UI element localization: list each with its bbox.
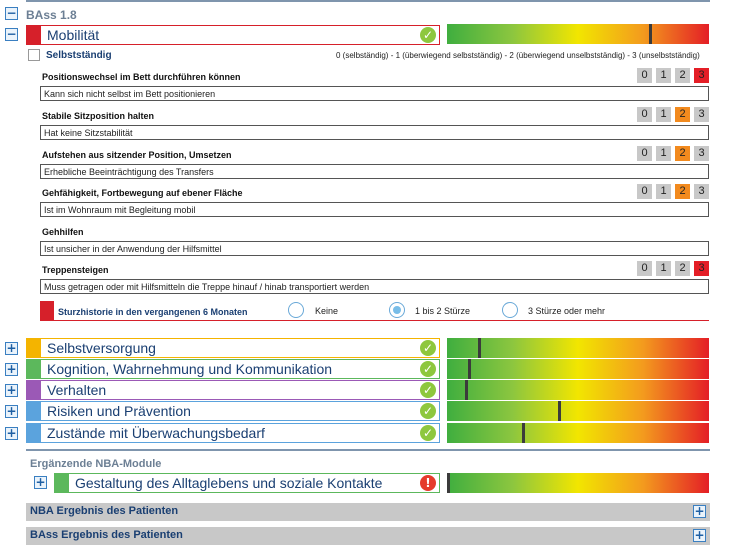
sturz-label: Sturzhistorie in den vergangenen 6 Monaten bbox=[58, 307, 248, 317]
check-icon: ✓ bbox=[420, 27, 436, 43]
section-label: Kognition, Wahrnehmung und Kommunikation bbox=[47, 361, 333, 377]
score-option-0[interactable]: 0 bbox=[637, 146, 652, 161]
sturz-option-label: Keine bbox=[315, 306, 339, 316]
ergaenzend-divider bbox=[26, 449, 710, 451]
page-title: BAss 1.8 bbox=[26, 8, 77, 22]
expand-section-icon[interactable]: + bbox=[6, 383, 17, 397]
section-color-swatch bbox=[27, 423, 41, 443]
item-value-field[interactable]: Erhebliche Beeinträchtigung des Transfers bbox=[40, 164, 709, 179]
section-label: Mobilität bbox=[47, 27, 100, 43]
item-label: Gehhilfen bbox=[42, 227, 84, 237]
collapse-mobility-icon[interactable]: − bbox=[6, 27, 17, 41]
score-option-3[interactable]: 3 bbox=[694, 146, 709, 161]
sturz-option-label: 1 bis 2 Stürze bbox=[415, 306, 471, 316]
item-label: Treppensteigen bbox=[42, 265, 109, 275]
section-label: Zustände mit Überwachungsbedarf bbox=[47, 425, 265, 441]
section-color-swatch bbox=[27, 25, 41, 45]
top-divider bbox=[26, 0, 710, 2]
selbststaendig-checkbox[interactable] bbox=[28, 49, 40, 61]
score-option-3[interactable]: 3 bbox=[694, 107, 709, 122]
expand-nba-icon[interactable]: + bbox=[694, 504, 705, 518]
section-score-bar bbox=[447, 423, 709, 443]
section-label: Risiken und Prävention bbox=[47, 403, 191, 419]
check-icon: ✓ bbox=[420, 403, 436, 419]
check-icon: ✓ bbox=[420, 340, 436, 356]
score-marker bbox=[649, 24, 652, 44]
section-color-swatch bbox=[27, 338, 41, 358]
section-color-swatch bbox=[27, 359, 41, 379]
check-icon: ✓ bbox=[420, 382, 436, 398]
section-label: Gestaltung des Alltaglebens und soziale Kontakte bbox=[75, 475, 383, 491]
item-label: Stabile Sitzposition halten bbox=[42, 111, 155, 121]
section-2[interactable] bbox=[26, 359, 440, 379]
nba-result-label: NBA Ergebnis des Patienten bbox=[30, 505, 179, 517]
item-label: Aufstehen aus sitzender Position, Umsetzen bbox=[42, 150, 232, 160]
nba-result-bar[interactable] bbox=[26, 503, 710, 521]
section-4[interactable] bbox=[26, 401, 440, 421]
sturz-radio-3-plus[interactable] bbox=[502, 302, 518, 318]
score-option-2[interactable]: 2 bbox=[675, 107, 690, 122]
expand-bass-result-icon[interactable]: + bbox=[694, 528, 705, 542]
score-selector bbox=[637, 146, 711, 161]
score-marker bbox=[468, 359, 471, 379]
expand-section-icon[interactable]: + bbox=[6, 341, 17, 355]
item-label: Positionswechsel im Bett durchführen können bbox=[42, 72, 241, 82]
score-marker bbox=[478, 338, 481, 358]
collapse-bass-icon[interactable]: − bbox=[6, 6, 17, 20]
score-marker bbox=[522, 423, 525, 443]
score-selector bbox=[637, 184, 711, 199]
score-marker bbox=[447, 473, 450, 493]
gestaltung-score-bar bbox=[447, 473, 709, 493]
score-selector bbox=[637, 68, 711, 83]
bass-result-bar[interactable] bbox=[26, 527, 710, 545]
section-gestaltung[interactable] bbox=[54, 473, 440, 493]
score-option-2[interactable]: 2 bbox=[675, 68, 690, 83]
score-selector bbox=[637, 261, 711, 276]
sturz-radio-1-2[interactable] bbox=[389, 302, 405, 318]
score-marker bbox=[558, 401, 561, 421]
score-option-2[interactable]: 2 bbox=[675, 184, 690, 199]
item-value-field[interactable]: Muss getragen oder mit Hilfsmitteln die Treppe hinauf / hinab transportiert werden bbox=[40, 279, 709, 294]
section-label: Verhalten bbox=[47, 382, 107, 398]
sturz-underline bbox=[40, 320, 709, 321]
item-value-field[interactable]: Hat keine Sitzstabilität bbox=[40, 125, 709, 140]
score-option-1[interactable]: 1 bbox=[656, 184, 671, 199]
section-color-swatch bbox=[27, 401, 41, 421]
selbststaendig-label: Selbstständig bbox=[46, 50, 112, 61]
score-marker bbox=[465, 380, 468, 400]
expand-section-icon[interactable]: + bbox=[6, 404, 17, 418]
item-label: Gehfähigkeit, Fortbewegung auf ebener Fläche bbox=[42, 188, 243, 198]
section-5[interactable] bbox=[26, 423, 440, 443]
section-mobility[interactable] bbox=[26, 25, 440, 45]
sturz-option-label: 3 Stürze oder mehr bbox=[528, 306, 606, 316]
mobility-score-bar bbox=[447, 24, 709, 44]
section-score-bar bbox=[447, 359, 709, 379]
item-value-field[interactable]: Ist unsicher in der Anwendung der Hilfsmittel bbox=[40, 241, 709, 256]
score-option-0[interactable]: 0 bbox=[637, 184, 652, 199]
score-selector bbox=[637, 107, 711, 122]
section-score-bar bbox=[447, 380, 709, 400]
check-icon: ✓ bbox=[420, 361, 436, 377]
score-option-3[interactable]: 3 bbox=[694, 68, 709, 83]
score-option-1[interactable]: 1 bbox=[656, 146, 671, 161]
score-option-2[interactable]: 2 bbox=[675, 261, 690, 276]
section-score-bar bbox=[447, 338, 709, 358]
score-option-0[interactable]: 0 bbox=[637, 68, 652, 83]
ergaenzend-title: Ergänzende NBA-Module bbox=[30, 458, 162, 470]
section-1[interactable] bbox=[26, 338, 440, 358]
score-option-3[interactable]: 3 bbox=[694, 261, 709, 276]
score-option-1[interactable]: 1 bbox=[656, 107, 671, 122]
score-option-1[interactable]: 1 bbox=[656, 68, 671, 83]
check-icon: ✓ bbox=[420, 425, 436, 441]
sturz-color-swatch bbox=[40, 301, 54, 321]
score-option-2[interactable]: 2 bbox=[675, 146, 690, 161]
expand-module-icon[interactable]: + bbox=[35, 475, 46, 489]
item-value-field[interactable]: Ist im Wohnraum mit Begleitung mobil bbox=[40, 202, 709, 217]
section-3[interactable] bbox=[26, 380, 440, 400]
section-color-swatch bbox=[55, 473, 69, 493]
section-score-bar bbox=[447, 401, 709, 421]
section-label: Selbstversorgung bbox=[47, 340, 156, 356]
section-color-swatch bbox=[27, 380, 41, 400]
score-option-0[interactable]: 0 bbox=[637, 261, 652, 276]
item-value-field[interactable]: Kann sich nicht selbst im Bett positionieren bbox=[40, 86, 709, 101]
expand-section-icon[interactable]: + bbox=[6, 362, 17, 376]
expand-section-icon[interactable]: + bbox=[6, 426, 17, 440]
score-option-3[interactable]: 3 bbox=[694, 184, 709, 199]
score-option-0[interactable]: 0 bbox=[637, 107, 652, 122]
sturz-radio-keine[interactable] bbox=[288, 302, 304, 318]
alert-icon: ! bbox=[420, 475, 436, 491]
score-legend: 0 (selbständig) - 1 (überwiegend selbstständig) - 2 (überwiegend unselbstständig) - 3 (unselbstständig) bbox=[336, 51, 700, 60]
bass-result-label: BAss Ergebnis des Patienten bbox=[30, 529, 183, 541]
score-option-1[interactable]: 1 bbox=[656, 261, 671, 276]
